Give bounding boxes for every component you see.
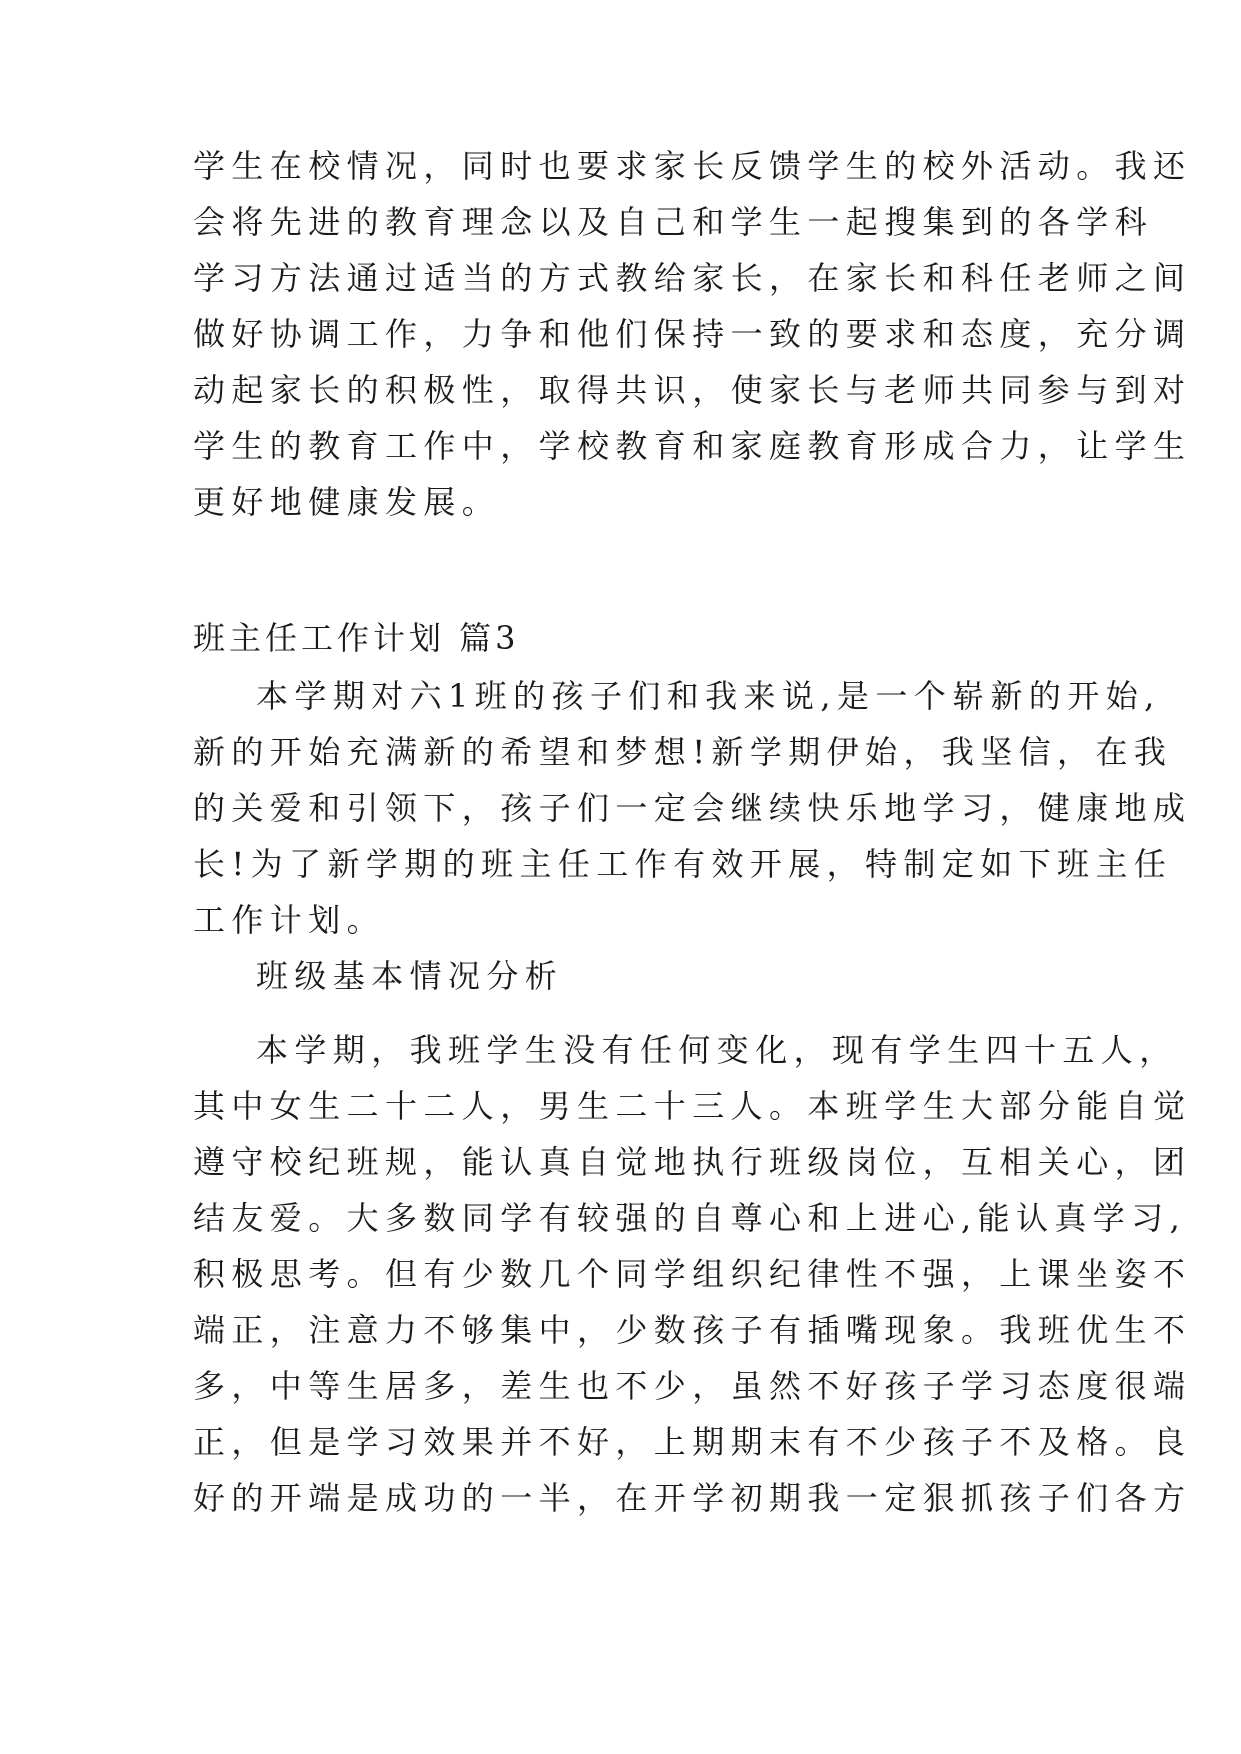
paragraph-line: 遵守校纪班规，能认真自觉地执行班级岗位，互相关心，团 <box>193 1143 1192 1181</box>
paragraph-line: 正，但是学习效果并不好，上期期末有不少孩子不及格。良 <box>193 1423 1192 1461</box>
paragraph-line: 学生在校情况，同时也要求家长反馈学生的校外活动。我还 <box>193 147 1192 185</box>
paragraph-line: 多，中等生居多，差生也不少，虽然不好孩子学习态度很端 <box>193 1367 1192 1405</box>
paragraph-line: 学习方法通过适当的方式教给家长，在家长和科任老师之间 <box>193 259 1192 297</box>
paragraph-line: 积极思考。但有少数几个同学组织纪律性不强，上课坐姿不 <box>193 1255 1192 1293</box>
paragraph-line: 其中女生二十二人，男生二十三人。本班学生大部分能自觉 <box>193 1087 1192 1125</box>
paragraph-line: 本学期，我班学生没有任何变化，现有学生四十五人， <box>256 1031 1178 1069</box>
paragraph-line: 结友爱。大多数同学有较强的自尊心和上进心,能认真学习, <box>193 1199 1187 1237</box>
paragraph-line: 工作计划。 <box>193 901 386 939</box>
paragraph-line: 会将先进的教育理念以及自己和学生一起搜集到的各学科 <box>193 203 1154 241</box>
paragraph-line: 端正，注意力不够集中，少数孩子有插嘴现象。我班优生不 <box>193 1311 1192 1349</box>
paragraph-line: 好的开端是成功的一半，在开学初期我一定狠抓孩子们各方 <box>193 1479 1192 1517</box>
paragraph-line: 新的开始充满新的希望和梦想!新学期伊始，我坚信，在我 <box>193 733 1173 771</box>
paragraph-line: 本学期对六1班的孩子们和我来说,是一个崭新的开始, <box>256 677 1161 715</box>
paragraph-line: 动起家长的积极性，取得共识，使家长与老师共同参与到对 <box>193 371 1192 409</box>
paragraph-line: 更好地健康发展。 <box>193 483 501 521</box>
section-heading: 班主任工作计划 篇3 <box>193 619 520 657</box>
paragraph-line: 长!为了新学期的班主任工作有效开展，特制定如下班主任 <box>193 845 1173 883</box>
subheading: 班级基本情况分析 <box>256 957 564 995</box>
paragraph-line: 学生的教育工作中，学校教育和家庭教育形成合力，让学生 <box>193 427 1192 465</box>
paragraph-line: 做好协调工作，力争和他们保持一致的要求和态度，充分调 <box>193 315 1192 353</box>
paragraph-line: 的关爱和引领下，孩子们一定会继续快乐地学习，健康地成 <box>193 789 1192 827</box>
